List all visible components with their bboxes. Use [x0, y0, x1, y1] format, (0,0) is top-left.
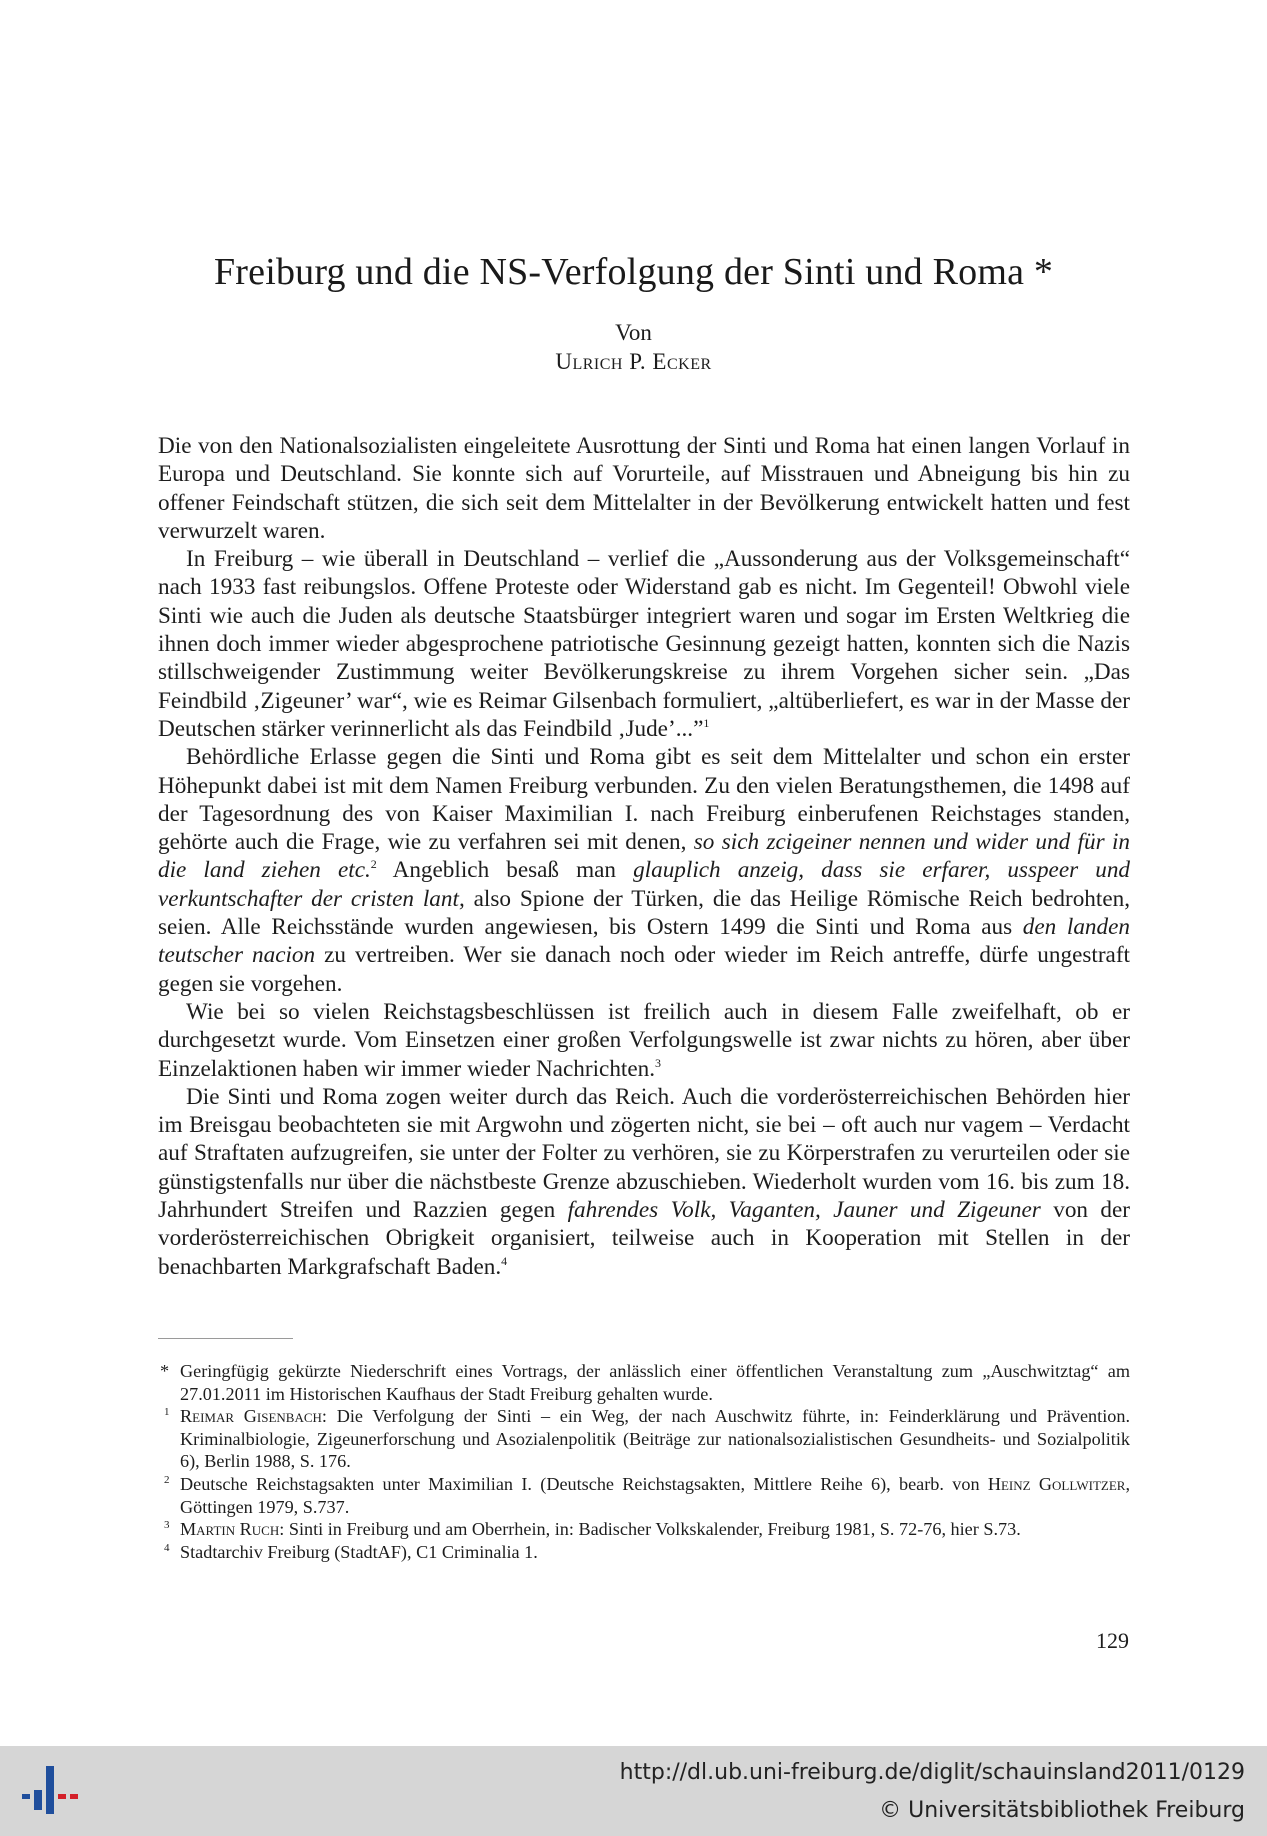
footnote-mark: 3	[164, 1519, 170, 1532]
paragraph-text: Angeblich besaß man	[376, 857, 634, 884]
footnote-author: Reimar Gisenbach	[180, 1406, 322, 1427]
quote-italic: glauplich anzeig, dass sie erfarer, usspeer und verkuntschafter der cristen lant,	[158, 857, 1131, 912]
article-author: Ulrich P. Ecker	[555, 349, 712, 374]
footnotes	[158, 1360, 1130, 1563]
viewer-footer	[0, 1746, 1267, 1836]
footnote-ref[interactable]: 2	[370, 857, 377, 872]
paragraph-2	[158, 545, 1130, 743]
footnote-author: Heinz Gollwitzer	[987, 1473, 1126, 1494]
footnote-text: Stadtarchiv Freiburg (StadtAF), C1 Criminalia 1.	[180, 1541, 538, 1562]
footnote-2	[158, 1473, 1130, 1518]
footnote-text: : Die Verfolgung der Sinti – ein Weg, der nach Auschwitz führte, in: Feinderklärung und Prävention. Kriminalbiologie, Zigeunerforschung und Asozialenpolitik (Beiträge zur nationalsozialistischen Gesundheits- und Sozialpolitik 6), Berlin 1988, S. 176.	[180, 1406, 1130, 1472]
paragraph-text: also Spione der Türken, die das Heilige Römische Reich bedrohten, seien. Alle Reichsstände wurden angewiesen, bis Ostern 1499 die Sinti und Roma aus	[158, 885, 1131, 941]
footnote-mark: 4	[164, 1541, 170, 1554]
footnote-ref[interactable]: 3	[655, 1055, 662, 1070]
paragraph-text: Behördliche Erlasse gegen die Sinti und Roma gibt es seit dem Mittelalter und schon ein erster Höhepunkt dabei ist mit dem Namen Freiburg verbunden. Zu den vielen Beratungsthemen, die 1498 auf der Tagesordnung des von Kaiser Maximilian I. nach Freiburg einberufenen Reichstages standen, gehörte auch die Frage, wie zu verfahren sei mit denen,	[158, 744, 1130, 856]
page-number: 129	[1096, 1628, 1129, 1653]
paragraph-text: Die von den Nationalsozialisten eingeleitete Ausrottung der Sinti und Roma hat einen langen Vorlauf in Europa und Deutschland. Sie konnte sich auf Vorurteile, auf Misstrauen und Abneigung bis hin zu offener Feindschaft stützen, die sich seit dem Mittelalter in der Bevölkerung entwickelt hatten und fest verwurzelt waren.	[158, 433, 1130, 544]
footnote-text: Geringfügig gekürzte Niederschrift eines Vortrags, der anlässlich einer öffentlichen Veranstaltung zum „Auschwitztag“ am 27.01.2011 im Historischen Kaufhaus der Stadt Freiburg gehalten wurde.	[180, 1361, 1130, 1404]
quote-italic: den landen teutscher nacion	[158, 914, 1130, 969]
paragraph-4	[158, 998, 1130, 1083]
footnote-mark: 1	[164, 1406, 170, 1419]
copyright-notice: © Universitätsbibliothek Freiburg	[879, 1798, 1245, 1823]
footnote-4	[158, 1541, 1130, 1564]
paragraph-1	[158, 432, 1130, 545]
ub-freiburg-logo-icon	[14, 1760, 84, 1820]
paragraph-5	[158, 1083, 1130, 1281]
footnote-text: Deutsche Reichstagsakten unter Maximilian I. (Deutsche Reichstagsakten, Mittlere Reihe 6), bearb. von	[180, 1473, 988, 1494]
footnote-mark: *	[160, 1361, 170, 1381]
byline-von: Von	[615, 320, 652, 345]
article-title: Freiburg und die NS-Verfolgung der Sinti und Roma *	[213, 251, 1054, 293]
footnote-text: , Göttingen 1979, S.737.	[180, 1473, 1130, 1517]
quote-italic: fahrendes Volk, Vaganten, Jauner und Zigeuner	[567, 1197, 1041, 1224]
quote-italic: so sich zcigeiner nennen und wider und für in die land ziehen etc.	[158, 829, 1130, 884]
paragraph-text: Wie bei so vielen Reichstagsbeschlüssen ist freilich auch in diesem Falle zweifelhaft, ob er durchgesetzt wurde. Vom Einsetzen einer großen Verfolgungswelle ist zwar nichts zu hören, aber über Einzelaktionen haben wir immer wieder Nachrichten.	[158, 998, 1130, 1082]
permalink-url[interactable]: http://dl.ub.uni-freiburg.de/diglit/schauinsland2011/0129	[619, 1760, 1245, 1785]
footnote-3	[158, 1518, 1130, 1541]
footnote-text: : Sinti in Freiburg und am Oberrhein, in: Badischer Volkskalender, Freiburg 1981, S. 72-76, hier S.73.	[279, 1519, 1021, 1540]
footnote-divider	[158, 1338, 293, 1339]
logo-graphic	[14, 1760, 84, 1820]
footnote-author: Martin Ruch	[180, 1519, 280, 1540]
footnote-ref[interactable]: 1	[703, 715, 710, 730]
paragraph-text: Die Sinti und Roma zogen weiter durch das Reich. Auch die vorderösterreichischen Behörden hier im Breisgau beobachteten sie mit Argwohn und zögerten nicht, sie bei – oft auch nur vagem – Verdacht auf Straftaten aufzugreifen, sie unter der Folter zu verhören, sie zu Körperstrafen zu verurteilen oder sie günstigstenfalls nur über die nächstbeste Grenze abzuschieben. Wiederholt wurden vom 16. bis zum 18. Jahrhundert Streifen und Razzien gegen	[158, 1083, 1130, 1224]
footnote-1	[158, 1405, 1130, 1473]
article-body	[158, 432, 1130, 1281]
footnote-ref[interactable]: 4	[501, 1253, 508, 1268]
paragraph-3	[158, 743, 1130, 998]
paragraph-text: In Freiburg – wie überall in Deutschland – verlief die „Aussonderung aus der Volksgemeinschaft“ nach 1933 fast reibungslos. Offene Proteste oder Widerstand gab es nicht. Im Gegenteil! Obwohl viele Sinti wie auch die Juden als deutsche Staatsbürger integriert waren und sogar im Ersten Weltkrieg die ihnen doch immer wieder abgesprochene patriotische Gesinnung gezeigt hatten, konnten sich die Nazis stillschweigender Zustimmung weiter Bevölkerungskreise zu ihrem Vorgehen sicher sein. „Das Feindbild ‚Zigeuner’ war“, wie es Reimar Gilsenbach formuliert, „altüberliefert, es war in der Masse der Deutschen stärker verinnerlicht als das Feindbild ‚Jude’...”	[158, 546, 1130, 742]
footnote-star	[158, 1360, 1130, 1405]
paragraph-text: von der vorderösterreichischen Obrigkeit organisiert, teilweise auch in Kooperation mit Stellen in der benachbarten Markgrafschaft Baden.	[158, 1197, 1131, 1280]
footnote-mark: 2	[164, 1473, 170, 1486]
paragraph-text: zu vertreiben. Wer sie danach noch oder wieder im Reich antreffe, dürfe ungestraft gegen sie vorgehen.	[158, 942, 1131, 997]
